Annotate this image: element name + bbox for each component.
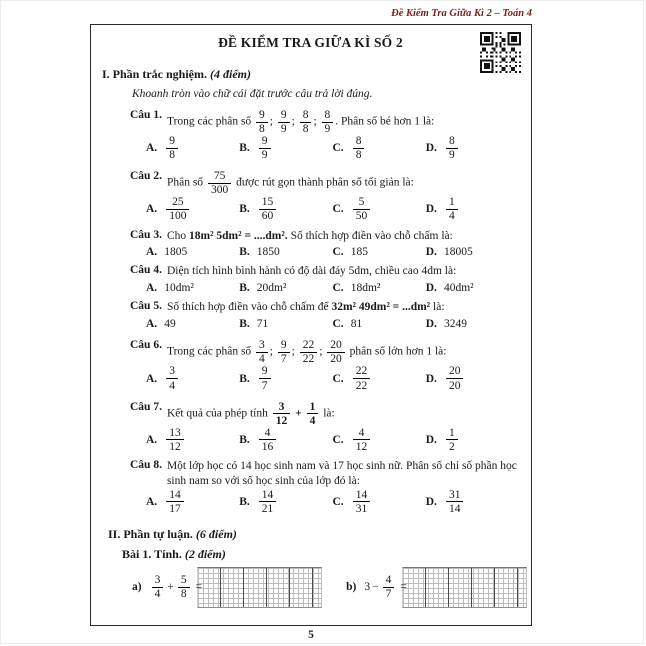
question-text-part: phân số lớn hơn 1 là: (346, 346, 447, 359)
numerator: 25 (166, 196, 189, 210)
answer-option (146, 135, 239, 161)
option-letter: C. (332, 495, 344, 508)
section-1-title: Phần trắc nghiệm. (112, 67, 208, 81)
option-letter: A. (146, 142, 158, 155)
numerator: 14 (166, 489, 184, 503)
option-value: 40dm² (443, 282, 474, 295)
answer-option (426, 489, 519, 515)
option-letter: D. (425, 433, 437, 446)
question (130, 229, 519, 244)
fraction (322, 109, 334, 135)
numerator: 9 (278, 109, 290, 123)
question-text-part: Trong các phân số (166, 346, 255, 359)
calc-b-label: b) (346, 581, 357, 594)
denominator: 16 (261, 440, 274, 453)
exercise-1-label: Bài 1. (122, 546, 152, 561)
question-label: Câu 2. (130, 170, 162, 183)
options-row (146, 489, 519, 515)
answer-grid-a (197, 567, 322, 608)
whole-number: 3 (364, 581, 371, 594)
fraction (259, 365, 271, 391)
minus-operator: − (372, 581, 379, 594)
fraction (166, 427, 184, 453)
option-letter: C. (332, 433, 344, 446)
question-text-part: Trong các phân số (166, 115, 255, 128)
question-text-part: ; (269, 346, 276, 359)
denominator: 8 (355, 149, 362, 162)
option-letter: A. (146, 372, 158, 385)
option-letter: C. (332, 318, 344, 331)
option-letter: B. (239, 495, 250, 508)
denominator: 4 (309, 414, 316, 427)
answer-option (426, 427, 519, 453)
answer-option (426, 135, 519, 161)
question (130, 459, 519, 489)
options-row (146, 282, 519, 294)
answer-option (426, 365, 519, 391)
answer-option (239, 135, 332, 161)
denominator: 60 (261, 210, 274, 223)
denominator: 9 (261, 149, 268, 162)
calc-item-b (346, 567, 527, 608)
fraction (256, 339, 268, 365)
answer-option (333, 282, 426, 294)
fraction (278, 339, 290, 365)
answer-option (146, 196, 239, 222)
option-letter: C. (332, 282, 344, 295)
denominator: 7 (280, 353, 287, 366)
denominator: 9 (324, 123, 331, 136)
numerator: 4 (353, 427, 371, 441)
denominator: 100 (169, 210, 187, 223)
options-row (146, 427, 519, 453)
answer-option (333, 365, 426, 391)
numerator: 9 (256, 109, 268, 123)
question-text (167, 170, 519, 196)
option-value: 49 (164, 318, 176, 331)
question-text-part: Kết quả của phép tính (166, 407, 271, 420)
question-text (167, 459, 519, 489)
page-title: ĐỀ KIỂM TRA GIỮA KÌ SỐ 2 (218, 35, 403, 50)
question-label: Câu 1. (130, 109, 162, 121)
option-letter: C. (332, 372, 344, 385)
question (130, 339, 519, 365)
numerator: 13 (166, 427, 184, 441)
exercise-1-points: (2 điểm) (184, 546, 226, 561)
question-text (167, 339, 519, 365)
fraction (353, 427, 371, 453)
numerator: 3 (256, 339, 268, 353)
denominator: 8 (259, 123, 265, 136)
fraction (300, 109, 312, 135)
option-value: 1850 (256, 246, 280, 259)
fraction (256, 109, 268, 135)
question-text-part: ; (291, 115, 298, 128)
numerator: 3 (152, 574, 164, 588)
option-letter: D. (425, 318, 437, 331)
fraction (278, 109, 290, 135)
exercise-1-name: Tính. (154, 546, 182, 561)
denominator: 4 (154, 588, 161, 601)
question (130, 401, 519, 427)
denominator: 22 (355, 379, 368, 392)
options-row (146, 318, 519, 330)
fraction (259, 196, 277, 222)
fraction (327, 339, 345, 365)
fraction (178, 574, 190, 600)
question-text-part: ; (313, 115, 320, 128)
answer-option (426, 196, 519, 222)
answer-option (239, 427, 332, 453)
answer-option (333, 427, 426, 453)
denominator: 2 (448, 440, 455, 453)
answer-option (333, 196, 426, 222)
numerator: 9 (259, 135, 271, 149)
question-text-part: . Phân số bé hơn 1 là: (335, 115, 435, 128)
question-label: Câu 4. (130, 264, 162, 277)
denominator: 12 (355, 440, 368, 453)
option-value: 20dm² (256, 282, 287, 295)
denominator: 20 (330, 353, 342, 366)
question-text-part: ; (291, 346, 298, 359)
option-value: 185 (350, 246, 368, 259)
fraction (383, 574, 395, 600)
option-letter: A. (146, 282, 158, 295)
question-text (167, 229, 519, 244)
question-text-part: là: (320, 407, 335, 420)
fraction (166, 365, 178, 391)
numerator: 4 (259, 427, 277, 441)
section-1-numeral: I. (102, 67, 110, 81)
fraction (446, 196, 458, 222)
answer-option (333, 318, 426, 330)
answer-option (146, 365, 239, 391)
calc-item-a (132, 567, 322, 608)
denominator: 17 (169, 502, 181, 515)
fraction (353, 196, 371, 222)
question-text-part: Số thích hợp điền vào chỗ chấm để (166, 301, 332, 314)
denominator: 4 (448, 210, 455, 223)
numerator: 8 (300, 109, 312, 123)
answer-grid-b (402, 567, 527, 608)
answer-option (239, 196, 332, 222)
option-letter: B. (239, 282, 250, 295)
denominator: 12 (275, 414, 288, 427)
options-row (146, 196, 519, 222)
question-text-part: được rút gọn thành phân số tối giản là: (233, 176, 414, 189)
option-value: 81 (350, 318, 363, 331)
denominator: 14 (448, 502, 461, 515)
numerator: 3 (273, 401, 291, 415)
instruction-text: Khoanh tròn vào chữ cái đặt trước câu trả lời đúng. (132, 88, 373, 100)
option-letter: D. (425, 495, 437, 508)
fraction (300, 339, 318, 365)
fraction (166, 135, 178, 161)
fraction (208, 170, 231, 196)
options-row (146, 135, 519, 161)
option-value: 1805 (164, 246, 188, 259)
numerator: 14 (259, 489, 277, 503)
question-text-part: Số thích hợp điền vào chỗ chấm là: (287, 229, 453, 242)
answer-option (333, 489, 426, 515)
numerator: 8 (353, 135, 365, 149)
denominator: 4 (169, 379, 175, 392)
answer-option (426, 318, 519, 330)
numerator: 22 (353, 365, 371, 379)
option-letter: A. (146, 203, 158, 216)
numerator: 3 (166, 365, 178, 379)
fraction (446, 489, 464, 515)
numerator: 1 (446, 196, 458, 210)
equals-sign: = (400, 581, 407, 594)
question-text-part: Phân số (166, 176, 206, 189)
section-2-title: Phần tự luận. (123, 526, 193, 541)
section-1-heading (102, 67, 519, 82)
question-text-part: Diện tích hình bình hành có độ dài đáy 5dm, chiều cao 4dm là: (166, 265, 457, 278)
numerator: 9 (278, 339, 290, 353)
fraction (446, 427, 458, 453)
options-row (146, 365, 519, 391)
option-letter: C. (332, 142, 344, 155)
option-letter: A. (146, 318, 158, 331)
page-number: 5 (308, 629, 314, 641)
section-2-numeral: II. (108, 526, 121, 541)
section-2-heading (108, 527, 519, 542)
answer-option (146, 282, 239, 294)
fraction (166, 196, 189, 222)
denominator: 8 (169, 149, 175, 162)
answer-option (146, 246, 239, 258)
question-text-part: là: (430, 301, 445, 314)
option-value: 10dm² (164, 282, 194, 295)
equals-sign: = (195, 581, 203, 594)
fraction (259, 135, 271, 161)
numerator: 22 (300, 339, 318, 353)
denominator: 300 (210, 184, 229, 197)
fraction (353, 489, 371, 515)
option-letter: B. (239, 318, 250, 331)
question-label: Câu 8. (130, 458, 162, 471)
denominator: 4 (259, 353, 265, 366)
plus-operator: + (167, 581, 174, 594)
denominator: 8 (302, 123, 309, 136)
option-letter: D. (425, 282, 437, 295)
answer-option (239, 365, 332, 391)
fraction (166, 489, 184, 515)
answer-option (146, 489, 239, 515)
denominator: 8 (180, 588, 187, 601)
question-label: Câu 6. (130, 339, 162, 352)
fraction (446, 135, 458, 161)
fraction (446, 365, 464, 391)
question-text-part: ; (319, 346, 326, 359)
numerator: 4 (383, 574, 395, 588)
numerator: 15 (259, 196, 277, 210)
denominator: 12 (169, 440, 181, 453)
option-letter: B. (239, 203, 250, 216)
option-value: 71 (256, 318, 269, 331)
fraction (353, 135, 365, 161)
option-letter: C. (332, 246, 344, 259)
option-letter: D. (425, 372, 437, 385)
answer-option (146, 427, 239, 453)
exercise-1-heading (122, 547, 519, 562)
question-text-part: Một lớp học có 14 học sinh nam và 17 học sinh nữ. Phân số chỉ số phần học sinh nam so với số học sinh của lớp đó là: (166, 459, 517, 487)
fraction (259, 489, 277, 515)
denominator: 50 (355, 210, 368, 223)
question-label: Câu 7. (130, 400, 162, 413)
denominator: 9 (448, 149, 455, 162)
answer-option (239, 282, 332, 294)
option-letter: A. (146, 495, 158, 508)
denominator: 20 (448, 379, 461, 392)
question-bold-part: 32m² 49dm² = ...dm² (331, 301, 431, 314)
option-letter: B. (239, 246, 250, 259)
option-letter: D. (425, 203, 437, 216)
denominator: 31 (355, 502, 368, 515)
question (130, 170, 519, 196)
option-letter: D. (425, 246, 437, 259)
section-1-points: (4 điểm) (210, 67, 252, 81)
denominator: 21 (261, 502, 274, 515)
denominator: 9 (280, 123, 287, 136)
option-letter: B. (239, 142, 250, 155)
fraction (273, 401, 291, 427)
numerator: 1 (446, 427, 458, 441)
answer-option (426, 282, 519, 294)
denominator: 7 (261, 379, 268, 392)
option-letter: C. (332, 203, 344, 216)
numerator: 9 (166, 135, 178, 149)
numerator: 14 (353, 489, 371, 503)
questions-list (102, 109, 519, 515)
question (130, 109, 519, 135)
question-label: Câu 3. (130, 228, 162, 241)
question-text (167, 300, 519, 315)
question-text-part: Cho (166, 229, 189, 242)
exam-page-frame (90, 24, 532, 626)
option-letter: A. (146, 246, 158, 259)
option-value: 3249 (443, 318, 467, 331)
fraction (353, 365, 371, 391)
options-row (146, 246, 519, 258)
qr-code-icon (480, 32, 521, 73)
numerator: 8 (322, 109, 334, 123)
answer-option (333, 135, 426, 161)
option-value: 18005 (443, 246, 473, 259)
fraction (152, 574, 164, 600)
fraction (307, 401, 319, 427)
question (130, 264, 519, 279)
question (130, 300, 519, 315)
fraction (259, 427, 277, 453)
question-text (167, 401, 519, 427)
question-bold-part: + (292, 407, 305, 420)
answer-option (146, 318, 239, 330)
denominator: 7 (385, 588, 392, 601)
option-letter: A. (146, 433, 158, 446)
numerator: 75 (208, 170, 231, 184)
numerator: 8 (446, 135, 458, 149)
running-header: Đề Kiểm Tra Giữa Kì 2 – Toán 4 (391, 8, 532, 19)
answer-option (239, 246, 332, 258)
numerator: 5 (353, 196, 371, 210)
numerator: 31 (446, 489, 464, 503)
answer-option (333, 246, 426, 258)
numerator: 1 (307, 401, 319, 415)
option-letter: D. (425, 142, 437, 155)
question-text (167, 264, 519, 279)
question-text-part: ; (269, 115, 276, 128)
numerator: 5 (178, 574, 190, 588)
numerator: 20 (327, 339, 345, 353)
question-label: Câu 5. (130, 300, 162, 313)
numerator: 20 (446, 365, 464, 379)
option-letter: B. (239, 372, 250, 385)
section-2-points: (6 điểm) (195, 526, 237, 541)
denominator: 22 (302, 353, 315, 366)
option-letter: B. (239, 433, 250, 446)
answer-option (239, 318, 332, 330)
calc-a-label: a) (132, 581, 142, 594)
numerator: 9 (259, 365, 271, 379)
answer-option (426, 246, 519, 258)
question-text (167, 109, 519, 135)
answer-option (239, 489, 332, 515)
exercise-1-row (132, 567, 519, 608)
option-value: 18dm² (350, 282, 381, 295)
question-bold-part: 18m² 5dm² = ....dm². (189, 229, 288, 242)
